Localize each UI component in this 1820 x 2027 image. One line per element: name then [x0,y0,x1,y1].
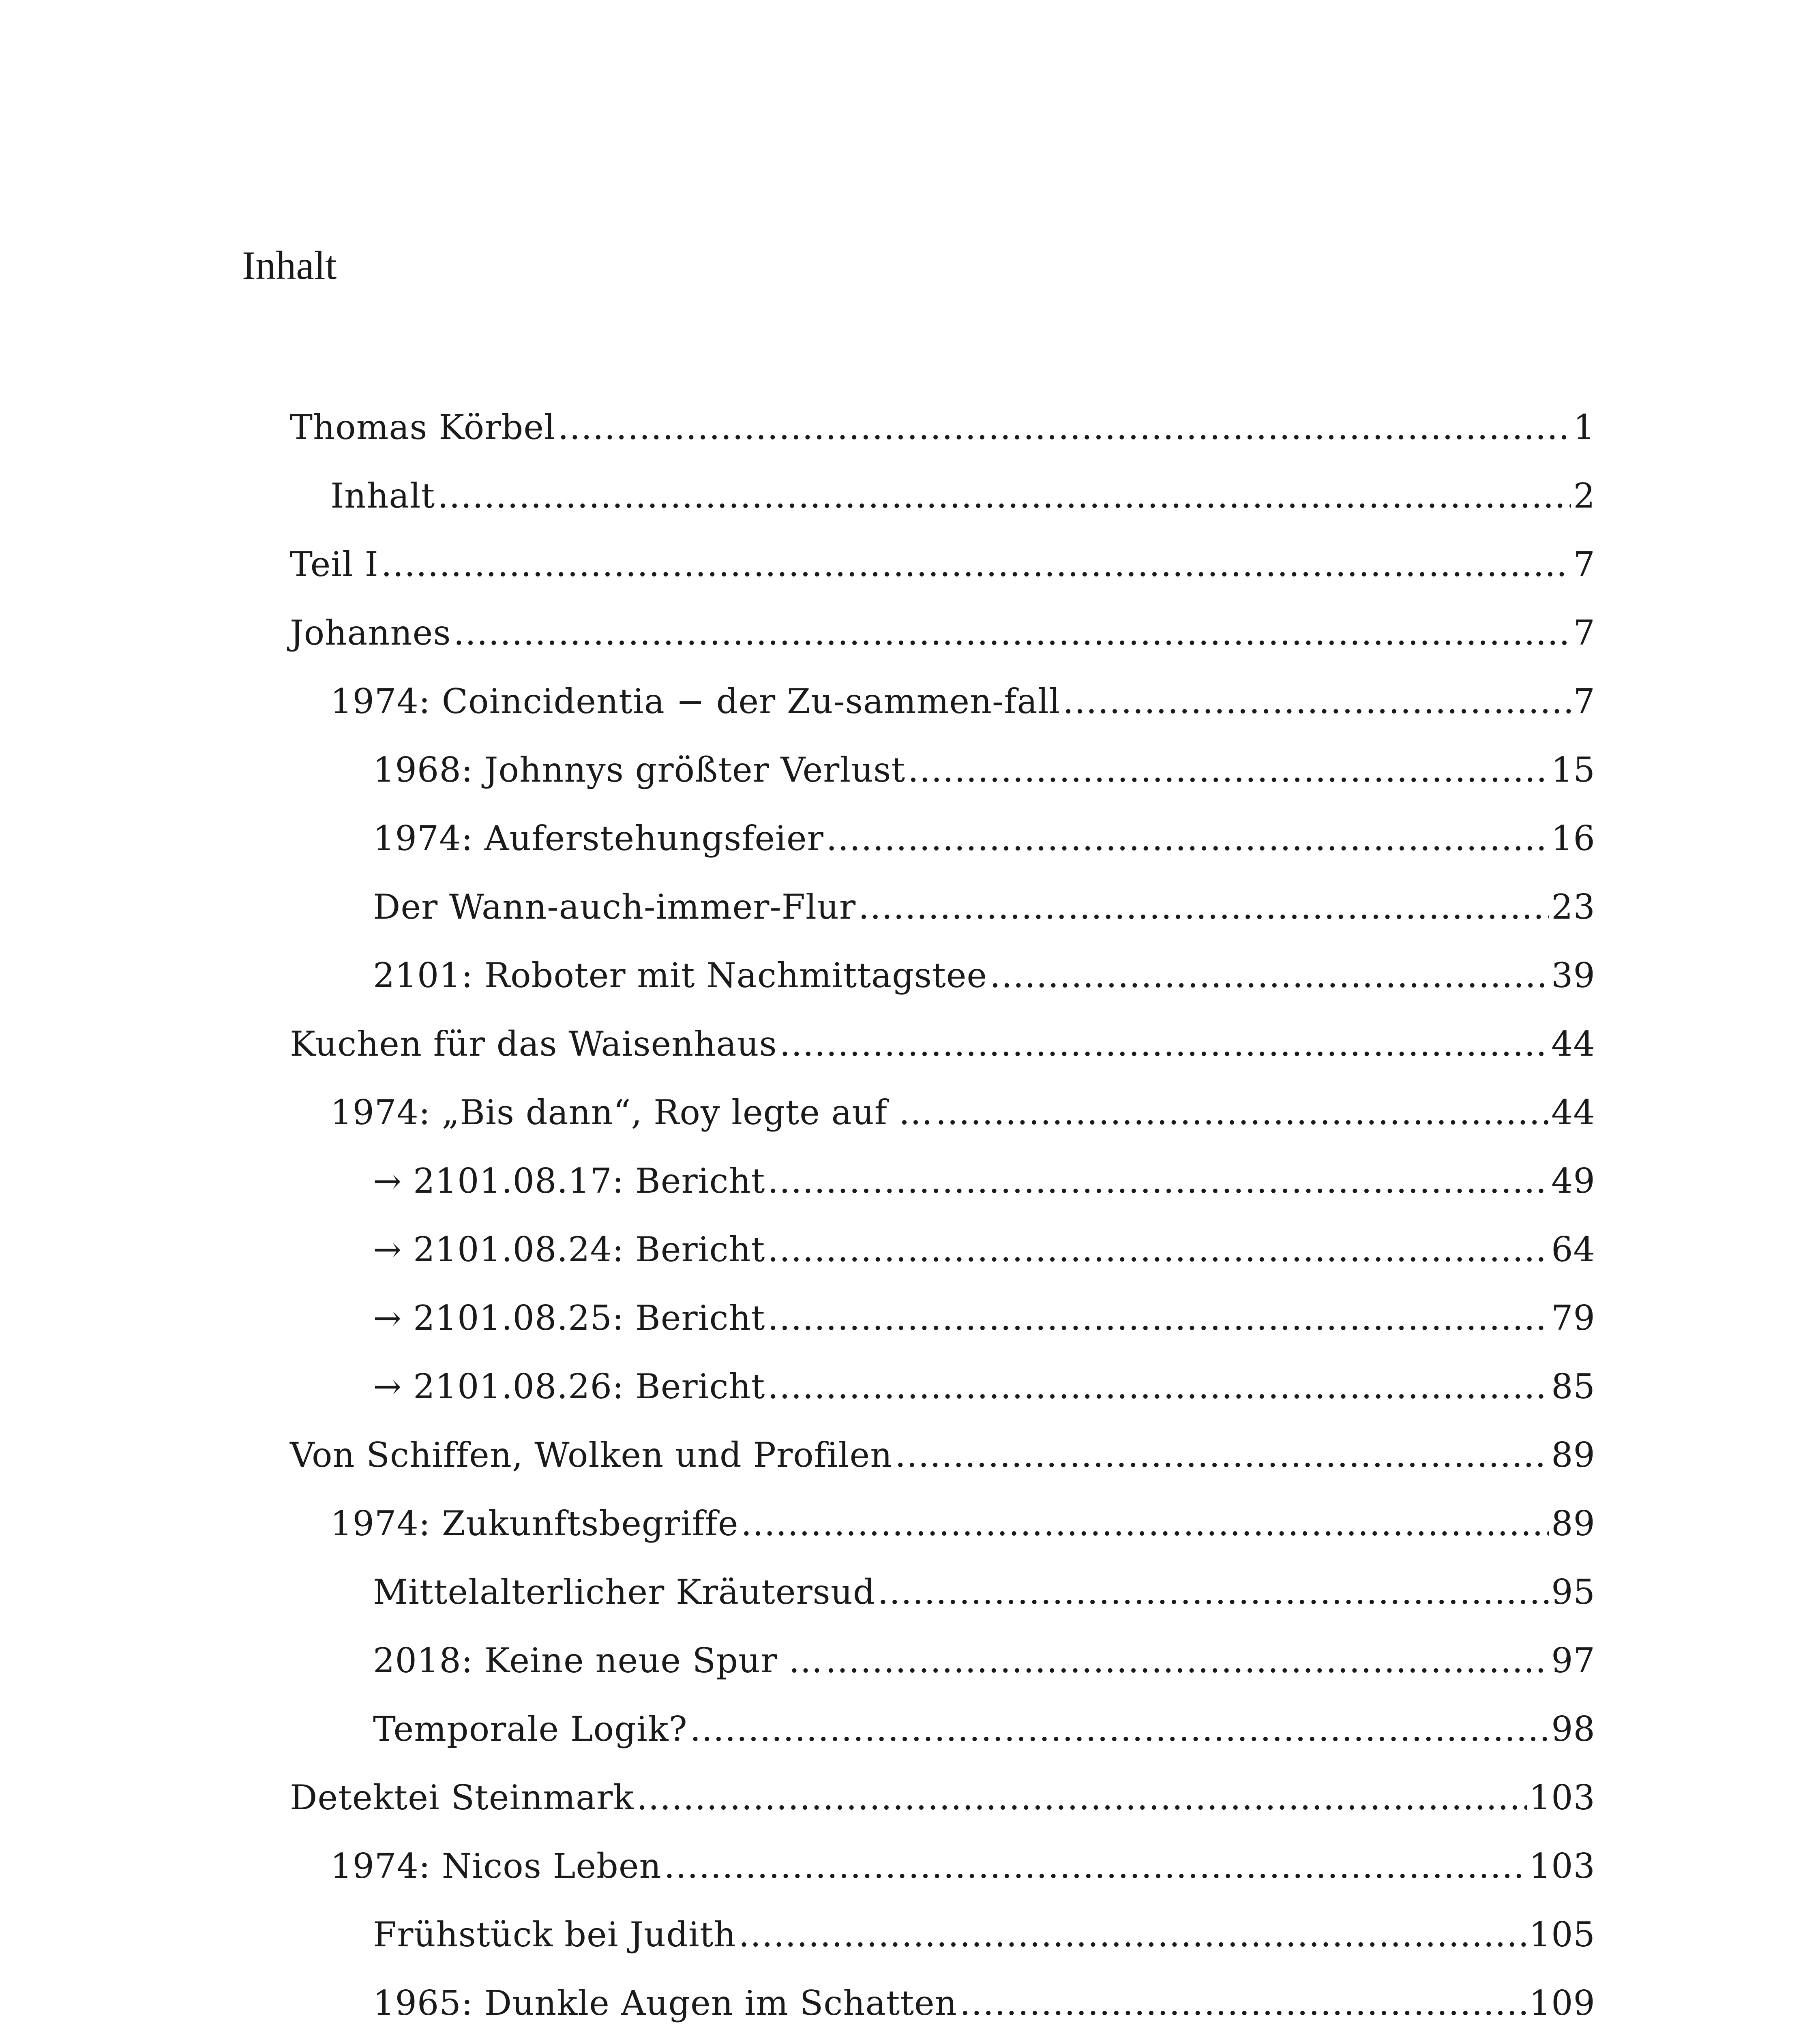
toc-dot-leader [741,1499,1549,1548]
toc-entry-page: 103 [1529,1778,1595,1817]
toc-entry-page: 16 [1551,819,1595,858]
toc-entry[interactable] [290,677,1595,746]
toc-entry-page: 79 [1551,1298,1595,1338]
toc-entry[interactable] [290,746,1595,814]
toc-entry[interactable] [290,1499,1595,1568]
toc-entry[interactable] [290,1842,1595,1910]
toc-entry-title: Detektei Steinmark [290,1778,635,1817]
toc-entry[interactable] [290,1088,1595,1157]
toc-dot-leader [739,1910,1527,1959]
toc-entry[interactable] [290,1910,1595,1979]
toc-entry-page: 85 [1551,1367,1595,1406]
toc-dot-leader [381,540,1571,589]
toc-entry-title: 1965: Dunkle Augen im Schatten [373,1983,957,2023]
toc-dot-leader [1063,677,1571,726]
toc-entry-page: 1 [1573,407,1595,447]
toc-entry-page: 109 [1529,1983,1595,2023]
toc-dot-leader [767,1157,1549,1205]
toc-entry-page: 23 [1551,887,1595,927]
toc-entry-page: 103 [1529,1846,1595,1886]
toc-dot-leader [437,471,1571,520]
toc-entry-title: Johannes [290,613,451,653]
toc-entry[interactable] [290,1225,1595,1294]
toc-dot-leader [908,746,1549,794]
toc-entry-page: 44 [1551,1024,1595,1064]
toc-entry[interactable] [290,1773,1595,1842]
toc-entry-page: 2 [1573,476,1595,516]
toc-entry-title: Mittelalterlicher Kräutersud [373,1572,875,1612]
toc-entry-page: 95 [1551,1572,1595,1612]
toc-entry-title: Von Schiffen, Wolken und Profilen [290,1435,893,1475]
toc-entry[interactable] [290,1568,1595,1636]
toc-entry-title: Teil I [290,544,379,584]
toc-entry-title: → 2101.08.17: Bericht [373,1161,765,1201]
toc-entry-title: 1968: Johnnys größter Verlust [373,750,906,790]
toc-entry[interactable] [290,1157,1595,1225]
toc-dot-leader [664,1842,1527,1890]
toc-entry-page: 89 [1551,1435,1595,1475]
toc-entry-title: 2101: Roboter mit Nachmittagstee [373,956,988,995]
toc-dot-leader [825,1636,1549,1685]
toc-dot-leader [767,1362,1549,1411]
toc-dot-leader [767,1294,1549,1342]
toc-entry-title: Thomas Körbel [290,407,555,447]
toc-dot-leader [878,1568,1549,1616]
toc-entry-page: 39 [1551,956,1595,995]
toc-dot-leader [453,609,1571,657]
toc-entry[interactable] [290,609,1595,677]
toc-entry[interactable] [290,1294,1595,1362]
toc-entry-page: 7 [1573,544,1595,584]
toc-entry-title: Inhalt [330,476,435,516]
toc-entry-title: → 2101.08.24: Bericht [373,1230,765,1269]
toc-entry-page: 105 [1529,1915,1595,1954]
toc-entry-title: → 2101.08.26: Bericht [373,1367,765,1406]
toc-dot-leader [558,403,1571,452]
toc-entry-title: Der Wann-auch-immer-Flur [373,887,856,927]
toc-entry-title: 2018: Keine neue Spur … [373,1641,823,1680]
toc-entry-page: 44 [1551,1093,1595,1132]
toc-entry[interactable] [290,814,1595,883]
toc-entry-title: 1974: Nicos Leben [330,1846,662,1886]
toc-entry-page: 97 [1551,1641,1595,1680]
toc-dot-leader [767,1225,1549,1274]
toc-entry-title: → 2101.08.25: Bericht [373,1298,765,1338]
toc-entry[interactable] [290,1979,1595,2027]
toc-dot-leader [826,814,1549,863]
toc-entry[interactable] [290,1020,1595,1088]
toc-entry-title: Frühstück bei Judith [373,1915,736,1954]
toc-entry[interactable] [290,951,1595,1020]
toc-entry[interactable] [290,403,1595,471]
toc-entry-title: 1974: Auferstehungsfeier [373,819,824,858]
toc-entry-title: 1974: Zukunftsbegriffe [330,1504,739,1543]
toc-entry[interactable] [290,471,1595,540]
toc-dot-leader [990,951,1549,1000]
toc-entry-page: 7 [1573,681,1595,721]
toc-dot-leader [780,1020,1549,1068]
toc-entry[interactable] [290,883,1595,951]
toc-entry-page: 98 [1551,1709,1595,1749]
toc-dot-leader [960,1979,1527,2027]
table-of-contents [290,403,1595,2027]
toc-dot-leader [858,883,1549,931]
toc-entry-page: 49 [1551,1161,1595,1201]
page-title: Inhalt [242,243,337,288]
toc-entry-title: 1974: „Bis dann“, Roy legte auf … [330,1093,933,1132]
toc-entry[interactable] [290,1636,1595,1705]
toc-entry-page: 7 [1573,613,1595,653]
toc-entry[interactable] [290,1705,1595,1773]
toc-entry[interactable] [290,540,1595,609]
toc-entry-title: Temporale Logik? [373,1709,688,1749]
toc-entry-title: 1974: Coincidentia − der Zu-sammen-fall [330,681,1061,721]
toc-entry-page: 89 [1551,1504,1595,1543]
toc-dot-leader [690,1705,1549,1753]
toc-dot-leader [936,1088,1549,1137]
toc-entry[interactable] [290,1431,1595,1499]
toc-entry-page: 64 [1551,1230,1595,1269]
toc-dot-leader [895,1431,1549,1479]
toc-dot-leader [637,1773,1526,1822]
toc-entry-page: 15 [1551,750,1595,790]
toc-entry[interactable] [290,1362,1595,1431]
toc-entry-title: Kuchen für das Waisenhaus [290,1024,777,1064]
